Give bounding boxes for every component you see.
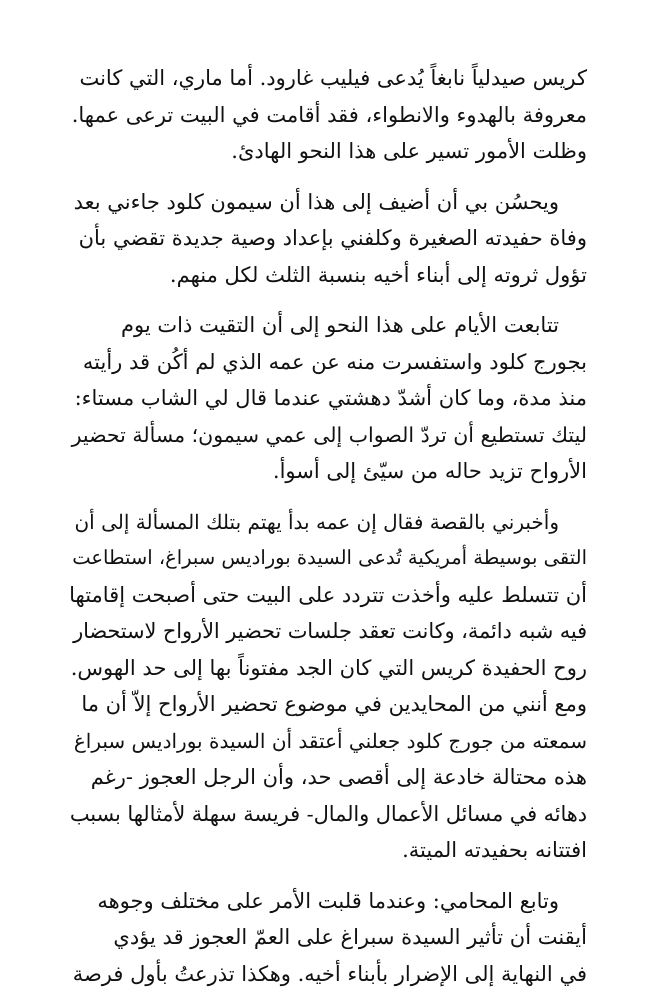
- text-line: الأرواح تزيد حاله من سيّئ إلى أسوأ.: [272, 459, 587, 483]
- text-line: تتابعت الأيام على هذا النحو إلى أن التقيت ذات يوم: [121, 313, 559, 337]
- paragraph-5: [69, 883, 587, 993]
- text-line: في النهاية إلى الإضرار بأبناء أخيه. وهكذا تذرعتُ بأول فرصة: [72, 961, 587, 986]
- text-line: وأخبرني بالقصة فقال إن عمه بدأ يهتم بتلك المسألة إلى أن: [74, 509, 559, 534]
- text-line: منذ مدة، وما كان أشدّ دهشتي عندما قال لي الشاب مستاء:: [74, 386, 587, 410]
- paragraph-2: [69, 184, 587, 294]
- text-line: هذه محتالة خادعة إلى أقصى حد، وأن الرجل العجوز -رغم: [90, 765, 587, 789]
- text-line: روح الحفيدة كريس التي كان الجد مفتوناً بها إلى حد الهوس.: [70, 655, 587, 680]
- text-line: ويحسُن بي أن أضيف إلى هذا أن سيمون كلود جاءني بعد: [73, 189, 559, 214]
- paragraph-4: [69, 504, 587, 869]
- text-line: تؤول ثروته إلى أبناء أخيه بنسبة الثلث لكل منهم.: [169, 262, 587, 287]
- text-line: بجورج كلود واستفسرت منه عن عمه الذي لم أكُن قد رأيته: [82, 349, 587, 374]
- text-line: دهائه في مسائل الأعمال والمال- فريسة سهلة لأمثالها بسبب: [69, 801, 587, 826]
- text-line: افتتانه بحفيدته الميتة.: [402, 838, 587, 862]
- text-line: وفاة حفيدته الصغيرة وكلفني بإعداد وصية جديدة تقضي بأن: [78, 226, 587, 250]
- text-line: سمعته من جورج كلود جعلني أعتقد أن السيدة بوراديس سبراغ: [73, 728, 587, 753]
- text-line: التقى بوسيطة أمريكية تُدعى السيدة بوراديس سبراغ، استطاعت: [72, 546, 587, 569]
- text-line: أن تتسلط عليه وأخذت تتردد على البيت حتى أصبحت إقامتها: [69, 582, 587, 607]
- text-line: معروفة بالهدوء والانطواء، فقد أقامت في البيت ترعى عمها.: [71, 102, 587, 127]
- text-line: وتابع المحامي: وعندما قلبت الأمر على مختلف وجوهه: [97, 888, 559, 913]
- text-line: ليتك تستطيع أن تردّ الصواب إلى عمي سيمون؛ مسألة تحضير: [71, 422, 587, 447]
- text-line: ومع أنني من المحايدين في موضوع تحضير الأرواح إلاّ أن ما: [81, 692, 587, 716]
- text-line: وظلت الأمور تسير على هذا النحو الهادئ.: [231, 139, 587, 163]
- text-line: أيقنت أن تأثير السيدة سبراغ على العمّ العجوز قد يؤدي: [113, 925, 587, 949]
- text-line: كريس صيدلياً نابغاً يُدعى فيليب غارود. أما ماري، التي كانت: [79, 66, 587, 90]
- paragraph-3: [69, 307, 587, 490]
- text-line: فيه شبه دائمة، وكانت تعقد جلسات تحضير الأرواح لاستحضار: [73, 619, 587, 643]
- paragraph-1: [69, 60, 587, 170]
